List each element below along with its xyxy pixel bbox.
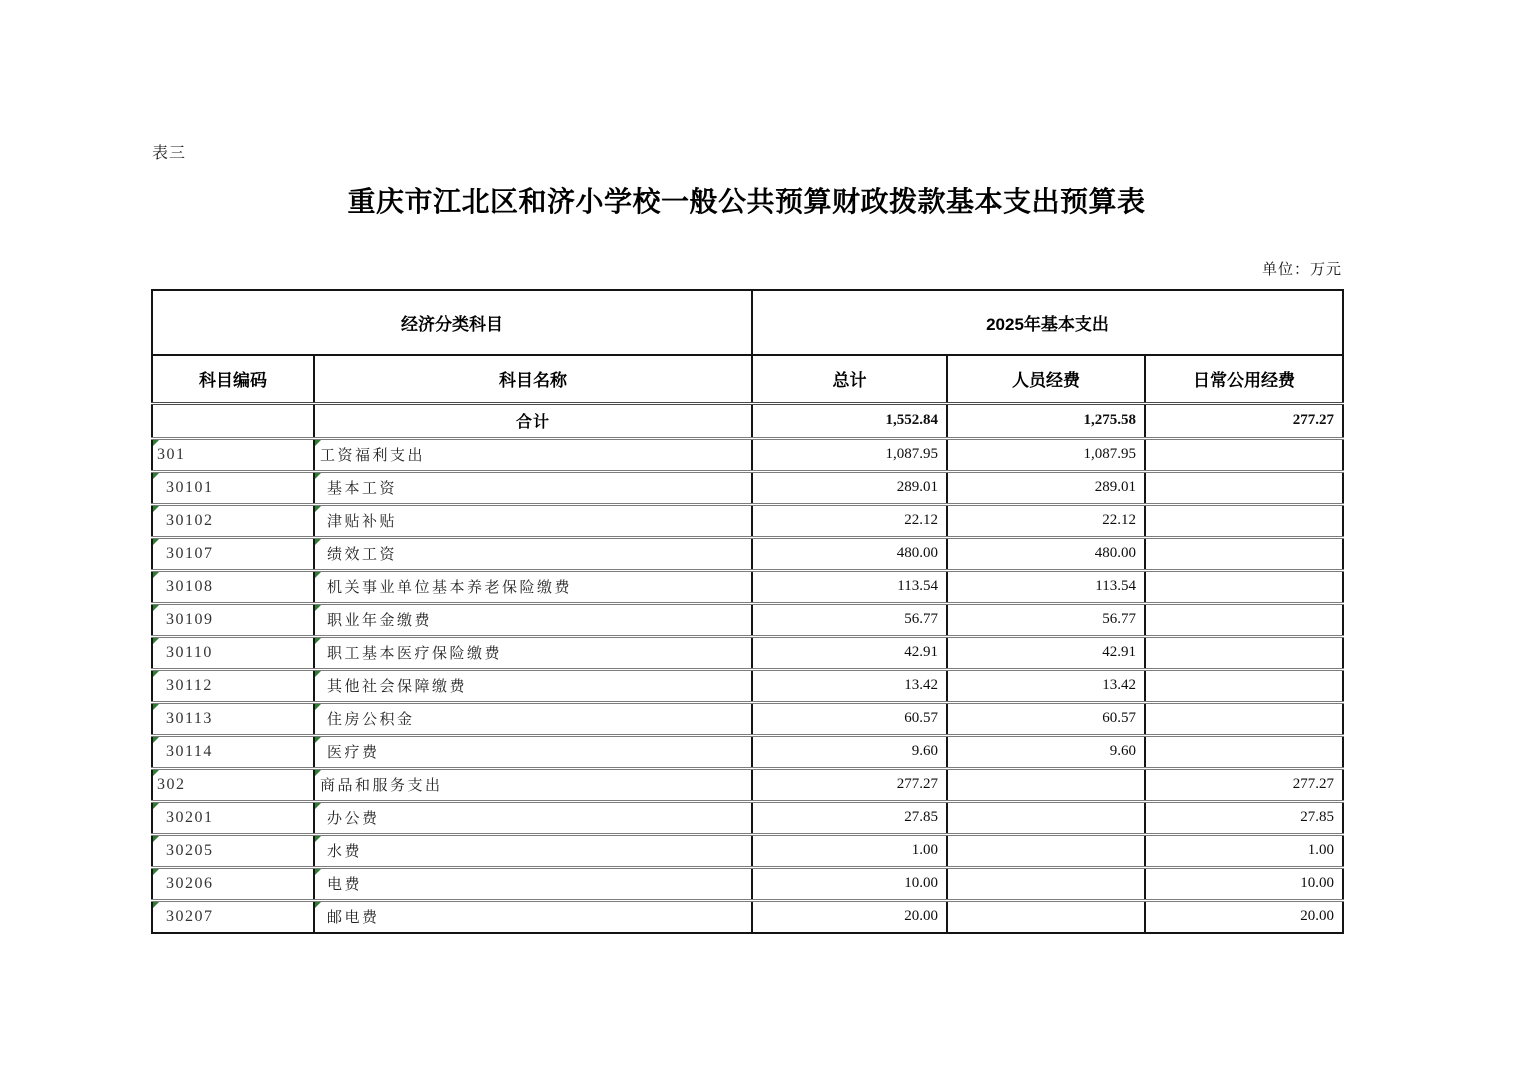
total-value: 60.57 (752, 702, 947, 735)
daily-value (1145, 438, 1343, 471)
daily-value (1145, 570, 1343, 603)
daily-value: 20.00 (1145, 900, 1343, 933)
table-number-tag: 表三 (152, 145, 187, 162)
excel-flag-icon (153, 737, 159, 743)
table-row (152, 702, 1343, 735)
daily-value (1145, 504, 1343, 537)
excel-flag-icon (315, 869, 321, 875)
subject-code: 30101 (166, 478, 214, 496)
subject-code-cell (152, 438, 314, 471)
subject-name: 职业年金缴费 (327, 613, 433, 629)
table-row (152, 603, 1343, 636)
subject-name-cell (314, 504, 752, 537)
table-row (152, 768, 1343, 801)
subject-name: 津贴补贴 (327, 514, 398, 530)
table-row (152, 900, 1343, 933)
excel-flag-icon (315, 770, 321, 776)
total-value: 1.00 (752, 834, 947, 867)
excel-flag-icon (153, 572, 159, 578)
subject-code-cell (152, 669, 314, 702)
personnel-value: 56.77 (947, 603, 1145, 636)
subject-code: 30113 (166, 709, 213, 727)
subject-code: 30207 (166, 907, 214, 925)
daily-value (1145, 603, 1343, 636)
daily-value: 1.00 (1145, 834, 1343, 867)
personnel-value (947, 834, 1145, 867)
table-row (152, 636, 1343, 669)
total-value: 1,552.84 (752, 403, 947, 438)
page-title: 重庆市江北区和济小学校一般公共预算财政拨款基本支出预算表 (347, 187, 1146, 218)
daily-value (1145, 669, 1343, 702)
excel-flag-icon (315, 671, 321, 677)
subject-name: 邮电费 (327, 910, 380, 927)
subject-name: 机关事业单位基本养老保险缴费 (327, 580, 573, 596)
table-row (152, 834, 1343, 867)
excel-flag-icon (153, 539, 159, 545)
subject-name: 住房公积金 (327, 712, 415, 728)
subject-code-cell (152, 537, 314, 570)
table-row (152, 504, 1343, 537)
total-row (152, 403, 1343, 438)
subject-name-cell (314, 801, 752, 834)
personnel-value (947, 768, 1145, 801)
subject-name: 水费 (327, 844, 363, 860)
subject-code: 30107 (166, 544, 214, 562)
excel-flag-icon (153, 803, 159, 809)
subject-code: 30112 (166, 676, 213, 694)
excel-flag-icon (153, 638, 159, 644)
excel-flag-icon (315, 539, 321, 545)
daily-value: 10.00 (1145, 867, 1343, 900)
subject-name: 医疗费 (327, 745, 380, 761)
excel-flag-icon (315, 638, 321, 644)
subject-name-cell (314, 867, 752, 900)
subject-code: 30205 (166, 841, 214, 859)
table-row (152, 471, 1343, 504)
subject-name-cell (314, 537, 752, 570)
total-value: 20.00 (752, 900, 947, 933)
total-value: 10.00 (752, 867, 947, 900)
subject-name: 职工基本医疗保险缴费 (327, 646, 503, 662)
subject-name: 商品和服务支出 (320, 778, 443, 794)
daily-value (1145, 702, 1343, 735)
excel-flag-icon (153, 473, 159, 479)
subject-name: 其他社会保障缴费 (327, 679, 468, 695)
subject-name: 电费 (327, 877, 363, 893)
table-row (152, 801, 1343, 834)
total-value: 289.01 (752, 471, 947, 504)
personnel-value: 1,275.58 (947, 403, 1145, 438)
subject-name-cell (314, 735, 752, 768)
header-basic-expenditure-2025: 2025年基本支出 (752, 290, 1343, 355)
table-row (152, 867, 1343, 900)
subject-code-cell (152, 801, 314, 834)
subject-code-cell (152, 702, 314, 735)
excel-flag-icon (315, 836, 321, 842)
excel-flag-icon (153, 704, 159, 710)
excel-flag-icon (315, 737, 321, 743)
subject-name: 办公费 (327, 811, 380, 827)
personnel-value (947, 801, 1145, 834)
excel-flag-icon (315, 803, 321, 809)
col-header-subject-code: 科目编码 (152, 355, 314, 403)
excel-flag-icon (315, 473, 321, 479)
total-value: 480.00 (752, 537, 947, 570)
personnel-value: 1,087.95 (947, 438, 1145, 471)
subject-name-cell (314, 900, 752, 933)
daily-value: 277.27 (1145, 768, 1343, 801)
excel-flag-icon (153, 506, 159, 512)
total-label: 合计 (314, 403, 752, 438)
subject-code-cell (152, 636, 314, 669)
excel-flag-icon (153, 605, 159, 611)
subject-name-cell (314, 438, 752, 471)
excel-flag-icon (153, 440, 159, 446)
subject-name-cell (314, 603, 752, 636)
daily-value (1145, 471, 1343, 504)
subject-code: 30109 (166, 610, 214, 628)
subject-code-cell (152, 867, 314, 900)
excel-flag-icon (153, 770, 159, 776)
subject-code-cell (152, 900, 314, 933)
subject-name-cell (314, 636, 752, 669)
table-row (152, 669, 1343, 702)
subject-code: 30114 (166, 742, 213, 760)
excel-flag-icon (315, 440, 321, 446)
excel-flag-icon (315, 572, 321, 578)
subject-code: 30110 (166, 643, 213, 661)
subject-code-cell (152, 603, 314, 636)
personnel-value: 42.91 (947, 636, 1145, 669)
daily-value (1145, 735, 1343, 768)
subject-code-cell (152, 834, 314, 867)
excel-flag-icon (315, 506, 321, 512)
total-value: 277.27 (752, 768, 947, 801)
subject-code: 30102 (166, 511, 214, 529)
table-row (152, 438, 1343, 471)
total-value: 9.60 (752, 735, 947, 768)
personnel-value: 22.12 (947, 504, 1145, 537)
excel-flag-icon (315, 704, 321, 710)
subject-name: 基本工资 (327, 481, 398, 497)
col-header-daily-public-funds: 日常公用经费 (1145, 355, 1343, 403)
subject-code: 30206 (166, 874, 214, 892)
total-value: 27.85 (752, 801, 947, 834)
excel-flag-icon (315, 902, 321, 908)
personnel-value: 60.57 (947, 702, 1145, 735)
excel-flag-icon (153, 836, 159, 842)
total-value: 13.42 (752, 669, 947, 702)
personnel-value: 13.42 (947, 669, 1145, 702)
subject-code-cell (152, 471, 314, 504)
total-value: 22.12 (752, 504, 947, 537)
subject-code-cell (152, 768, 314, 801)
personnel-value: 113.54 (947, 570, 1145, 603)
total-value: 1,087.95 (752, 438, 947, 471)
header-economic-classification: 经济分类科目 (152, 290, 752, 355)
excel-flag-icon (315, 605, 321, 611)
total-value: 56.77 (752, 603, 947, 636)
col-header-subject-name: 科目名称 (314, 355, 752, 403)
total-value: 42.91 (752, 636, 947, 669)
subject-name: 绩效工资 (327, 547, 398, 563)
table-row (152, 537, 1343, 570)
table-row (152, 570, 1343, 603)
subject-code-cell (152, 735, 314, 768)
subject-code: 30108 (166, 577, 214, 595)
excel-flag-icon (153, 869, 159, 875)
subject-name-cell (314, 768, 752, 801)
subject-code: 301 (157, 445, 186, 463)
subject-name-cell (314, 702, 752, 735)
table-row (152, 735, 1343, 768)
header-columns-row (152, 355, 1343, 403)
subject-name-cell (314, 471, 752, 504)
subject-name-cell (314, 669, 752, 702)
personnel-value: 289.01 (947, 471, 1145, 504)
daily-value: 277.27 (1145, 403, 1343, 438)
subject-code: 302 (157, 775, 186, 793)
col-header-total: 总计 (752, 355, 947, 403)
personnel-value (947, 900, 1145, 933)
personnel-value (947, 867, 1145, 900)
subject-code-cell (152, 504, 314, 537)
personnel-value: 9.60 (947, 735, 1145, 768)
subject-name: 工资福利支出 (320, 448, 426, 464)
daily-value: 27.85 (1145, 801, 1343, 834)
personnel-value: 480.00 (947, 537, 1145, 570)
excel-flag-icon (153, 902, 159, 908)
header-group-row (152, 290, 1343, 355)
subject-code: 30201 (166, 808, 214, 826)
total-value: 113.54 (752, 570, 947, 603)
subject-name-cell (314, 570, 752, 603)
col-header-personnel-funds: 人员经费 (947, 355, 1145, 403)
excel-flag-icon (153, 671, 159, 677)
daily-value (1145, 636, 1343, 669)
empty-code-cell (152, 403, 314, 438)
subject-code-cell (152, 570, 314, 603)
subject-name-cell (314, 834, 752, 867)
unit-note: 单位：万元 (1261, 262, 1342, 278)
daily-value (1145, 537, 1343, 570)
budget-table (151, 289, 1344, 934)
